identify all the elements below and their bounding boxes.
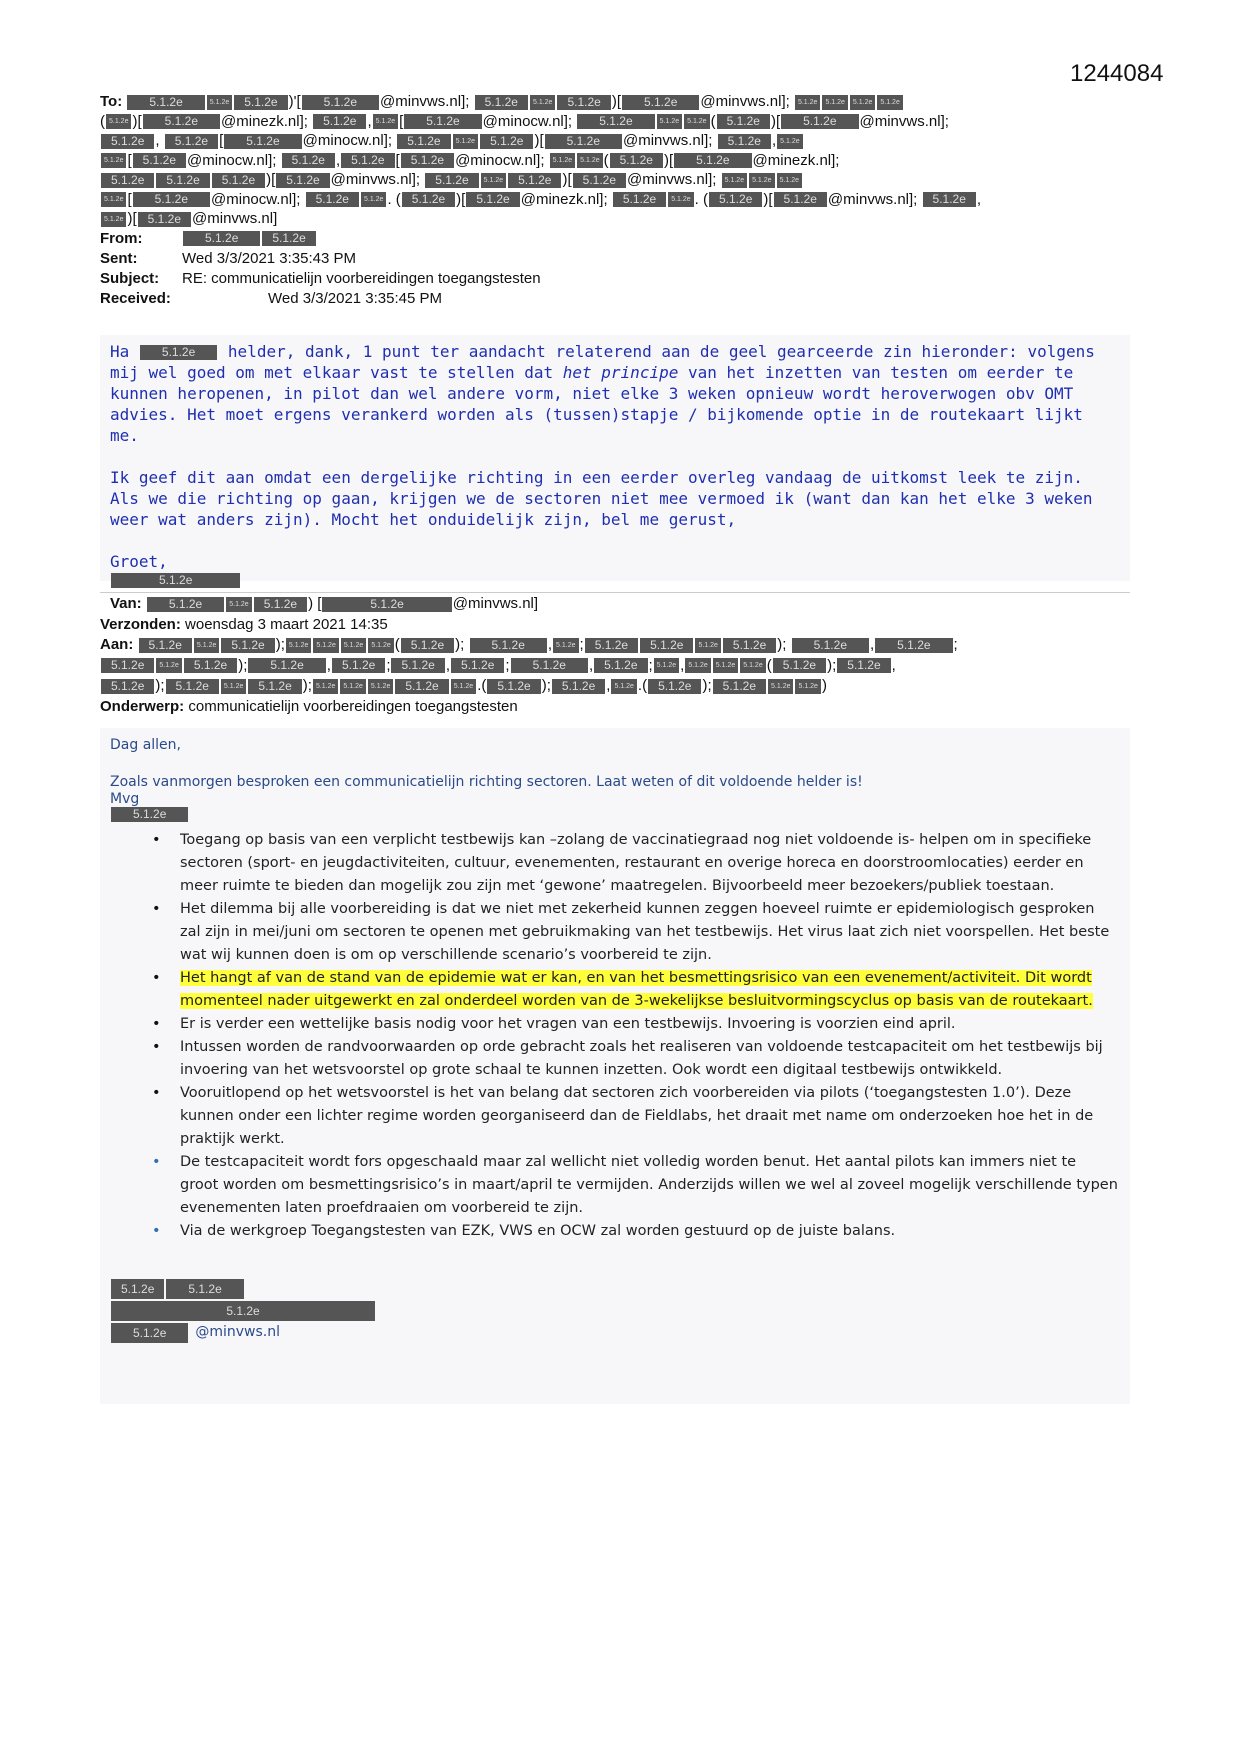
reply-signature bbox=[110, 572, 1118, 590]
redaction-box: 5.1.2e bbox=[111, 1301, 375, 1321]
list-item: • Het dilemma bij alle voorbereiding is dat we niet met zekerheid kunnen zeggen hoeveel ruimte er epidemiologisch gesproken zal zijn in mei/juni om sectoren te openen met gebruikmaking van het testbewijs. Het virus laat zich niet voorspellen. Het beste wat wij kunnen doen is om op verschillende scenario’s voorbereid te zijn. bbox=[180, 898, 1118, 967]
list-item: • Toegang op basis van een verplicht testbewijs kan –zolang de vaccinatiegraad nog niet voldoende is- helpen om in specifieke sectoren (sport- en jeugdactiviteiten, cultuur, evenementen, restaurant en overige horeca en doorstroomlocaties) eerder en meer ruimte te bieden dan mogelijk zou zijn met ‘gewone’ maatregelen. Bijvoorbeeld meer bezoekers/publiek toestaan. bbox=[180, 829, 1118, 898]
redaction-box: 5.1.2e bbox=[248, 679, 301, 694]
reply-paragraph-2: Ik geef dit aan omdat een dergelijke richting in een eerder overleg vandaag de uitkomst leek te zijn. Als we die richting op gaan, krijgen we de sectoren niet mee vermoed ik (want dan kan het elke 3 weken weer wat anders zijn). Mocht het onduidelijk zijn, bel me gerust, bbox=[110, 468, 1093, 529]
sent-line: Sent: Wed 3/3/2021 3:35:43 PM bbox=[100, 249, 357, 267]
redaction-box: 5.1.2e bbox=[648, 679, 701, 694]
redaction-box: 5.1.2e bbox=[313, 679, 338, 694]
redaction-box: 5.1.2e bbox=[254, 597, 307, 612]
redaction-box: 5.1.2e bbox=[557, 95, 610, 110]
redaction-box: 5.1.2e bbox=[397, 134, 450, 149]
redaction-box: 5.1.2e bbox=[156, 173, 209, 188]
redaction-box: 5.1.2e bbox=[248, 658, 325, 673]
email-header-top bbox=[100, 92, 1130, 309]
intro: Zoals vanmorgen besproken een communicatielijn richting sectoren. Laat weten of dit voldoende helder is! bbox=[110, 774, 863, 790]
redaction-box: 5.1.2e bbox=[425, 173, 478, 188]
redaction-box: 5.1.2e bbox=[470, 638, 547, 653]
redaction-box: 5.1.2e bbox=[777, 173, 802, 188]
redaction-box: 5.1.2e bbox=[111, 573, 240, 588]
redaction-box: 5.1.2e bbox=[792, 638, 869, 653]
redaction-box: 5.1.2e bbox=[221, 679, 246, 694]
redaction-box: 5.1.2e bbox=[577, 153, 602, 168]
reply-closing: Groet, bbox=[110, 552, 168, 571]
redaction-box: 5.1.2e bbox=[133, 192, 210, 207]
redaction-box: 5.1.2e bbox=[487, 679, 540, 694]
redaction-box: 5.1.2e bbox=[183, 231, 260, 246]
redaction-box: 5.1.2e bbox=[475, 95, 528, 110]
redaction-box: 5.1.2e bbox=[594, 658, 647, 673]
redaction-box: 5.1.2e bbox=[453, 134, 478, 149]
redaction-box: 5.1.2e bbox=[684, 114, 709, 129]
redaction-box: 5.1.2e bbox=[640, 638, 693, 653]
redaction-box: 5.1.2e bbox=[234, 95, 287, 110]
redaction-box: 5.1.2e bbox=[166, 679, 219, 694]
redaction-box: 5.1.2e bbox=[106, 114, 131, 129]
subject-line: Subject: RE: communicatielijn voorbereidingen toegangstesten bbox=[100, 269, 541, 287]
mvg: Mvg bbox=[110, 791, 140, 807]
redaction-box: 5.1.2e bbox=[768, 679, 793, 694]
redaction-box: 5.1.2e bbox=[368, 679, 393, 694]
redaction-box: 5.1.2e bbox=[773, 658, 826, 673]
redaction-box: 5.1.2e bbox=[795, 95, 820, 110]
redaction-box: 5.1.2e bbox=[401, 638, 454, 653]
redaction-box: 5.1.2e bbox=[837, 658, 890, 673]
redaction-box: 5.1.2e bbox=[139, 638, 192, 653]
redaction-box: 5.1.2e bbox=[286, 638, 311, 653]
redaction-box: 5.1.2e bbox=[508, 173, 561, 188]
redaction-box: 5.1.2e bbox=[718, 134, 771, 149]
redaction-box: 5.1.2e bbox=[101, 173, 154, 188]
redaction-box: 5.1.2e bbox=[341, 638, 366, 653]
redaction-box: 5.1.2e bbox=[361, 192, 386, 207]
onderwerp-line: Onderwerp: communicatielijn voorbereidingen toegangstesten bbox=[100, 697, 518, 715]
redaction-box: 5.1.2e bbox=[713, 658, 738, 673]
redaction-box: 5.1.2e bbox=[713, 679, 766, 694]
redaction-box: 5.1.2e bbox=[111, 1323, 188, 1343]
document-id: 1244084 bbox=[1070, 60, 1164, 87]
redaction-box: 5.1.2e bbox=[611, 679, 636, 694]
redaction-box: 5.1.2e bbox=[585, 638, 638, 653]
redaction-box: 5.1.2e bbox=[111, 1279, 164, 1299]
to-line: To: 5.1.2e 5.1.2e 5.1.2e )'[ 5.1.2e @minvws.nl]; 5.1.2e 5.1.2e 5.1.2e )[ 5.1.2e @minvws.nl]; 5.1.2e 5.1.2e 5.1.2e 5.1.2e ( 5.1.2e )[ 5.1.2e @minezk.nl]; 5.1.2e , 5.1.2e [ 5.1.2e @minocw.nl]; 5.1.2e 5.1.2e 5.1.2e ( 5.1.2e )[ 5.1.2e @minvws.nl]; 5.1.2e , 5.1.2e [ 5.1.2e @minocw.nl]; 5.1.2e 5.1.2e 5.1.2e )[ 5.1.2e @minvws.nl]; 5.1.2e , 5.1.2e 5.1.2e [ 5.1.2e @minocw.nl]; 5.1.2e , 5.1.2e [ 5.1.2e @minocw.nl]; 5.1.2e 5.1.2e ( 5.1.2e )[ 5.1.2e @minezk.nl]; 5.1.2e 5.1.2e 5.1.2e )[ 5.1.2e @minvws.nl]; 5.1.2e 5.1.2e 5.1.2e )[ 5.1.2e @minvws.nl]; 5.1.2e 5.1.2e 5.1.2e 5.1.2e [ 5.1.2e @minocw.nl]; 5.1.2e 5.1.2e . ( 5.1.2e )[ 5.1.2e @minezk.nl]; 5.1.2e 5.1.2e . ( 5.1.2e )[ 5.1.2e @minvws.nl]; 5.1.2e , 5.1.2e )[ 5.1.2e @minvws.nl] bbox=[100, 93, 982, 227]
redaction-box: 5.1.2e bbox=[143, 114, 220, 129]
redaction-box: 5.1.2e bbox=[654, 658, 679, 673]
redaction-box: 5.1.2e bbox=[402, 192, 455, 207]
list-item: • Vooruitlopend op het wetsvoorstel is het van belang dat sectoren zich voorbereiden via pilots (‘toegangstesten 1.0’). Deze kunnen onder een lichter regime worden georganiseerd dan de Fieldlabs, het draait met name om onderzoeken hoe het in de praktijk werkt. bbox=[180, 1082, 1118, 1151]
redaction-box: 5.1.2e bbox=[101, 658, 154, 673]
reply-body bbox=[100, 335, 1130, 588]
bullet-list bbox=[110, 829, 1118, 1243]
redaction-box: 5.1.2e bbox=[127, 95, 204, 110]
redaction-box: 5.1.2e bbox=[685, 658, 710, 673]
redaction-box: 5.1.2e bbox=[877, 95, 902, 110]
redaction-box: 5.1.2e bbox=[221, 638, 274, 653]
mvg-signature bbox=[110, 807, 1118, 823]
redaction-box: 5.1.2e bbox=[573, 173, 626, 188]
redaction-box: 5.1.2e bbox=[774, 192, 827, 207]
redaction-box: 5.1.2e bbox=[850, 95, 875, 110]
email-header-original bbox=[100, 594, 1130, 717]
redaction-box: 5.1.2e bbox=[368, 638, 393, 653]
redaction-box: 5.1.2e bbox=[207, 95, 232, 110]
redaction-box: 5.1.2e bbox=[165, 134, 218, 149]
redaction-box: 5.1.2e bbox=[717, 114, 770, 129]
redaction-box: 5.1.2e bbox=[577, 114, 654, 129]
redaction-box: 5.1.2e bbox=[212, 173, 265, 188]
redaction-box: 5.1.2e bbox=[184, 658, 237, 673]
redaction-box: 5.1.2e bbox=[111, 807, 188, 822]
redaction-box: 5.1.2e bbox=[101, 134, 154, 149]
redaction-box: 5.1.2e bbox=[822, 95, 847, 110]
redaction-box: 5.1.2e bbox=[373, 114, 398, 129]
redaction-box: 5.1.2e bbox=[709, 192, 762, 207]
redaction-box: 5.1.2e bbox=[401, 153, 454, 168]
redaction-box: 5.1.2e bbox=[313, 114, 366, 129]
verzonden-line: Verzonden: woensdag 3 maart 2021 14:35 bbox=[100, 615, 388, 633]
redaction-box: 5.1.2e bbox=[194, 638, 219, 653]
redaction-box: 5.1.2e bbox=[306, 192, 359, 207]
signature-email: @minvws.nl bbox=[195, 1324, 281, 1340]
aan-line: Aan: 5.1.2e 5.1.2e 5.1.2e ); 5.1.2e 5.1.2e 5.1.2e 5.1.2e ( 5.1.2e ); 5.1.2e , 5.1.2e ; 5.1.2e 5.1.2e 5.1.2e 5.1.2e ); 5.1.2e , 5.1.2e ; 5.1.2e 5.1.2e 5.1.2e ); 5.1.2e , 5.1.2e ; 5.1.2e , 5.1.2e ; 5.1.2e , 5.1.2e ; 5.1.2e , 5.1.2e 5.1.2e 5.1.2e ( 5.1.2e ); 5.1.2e , 5.1.2e ); 5.1.2e 5.1.2e 5.1.2e ); 5.1.2e 5.1.2e 5.1.2e 5.1.2e 5.1.2e .( 5.1.2e ); 5.1.2e , 5.1.2e .( 5.1.2e ); 5.1.2e 5.1.2e 5.1.2e ) bbox=[100, 636, 958, 694]
redaction-box: 5.1.2e bbox=[302, 95, 379, 110]
redaction-box: 5.1.2e bbox=[313, 638, 338, 653]
redaction-box: 5.1.2e bbox=[101, 192, 126, 207]
from-line: From: 5.1.2e 5.1.2e bbox=[100, 229, 1130, 249]
redaction-box: 5.1.2e bbox=[657, 114, 682, 129]
list-item: • Intussen worden de randvoorwaarden op orde gebracht zoals het realiseren van voldoende testcapaciteit om het testbewijs bij invoering van het wetsvoorstel op grote schaal te kunnen inzetten. Ook wordt een digitaal testbewijs ontwikkeld. bbox=[180, 1036, 1118, 1082]
redaction-box: 5.1.2e bbox=[404, 114, 481, 129]
redaction-box: 5.1.2e bbox=[101, 212, 126, 227]
redaction-box: 5.1.2e bbox=[481, 173, 506, 188]
list-item: • De testcapaciteit wordt fors opgeschaald maar zal wellicht niet volledig worden benut. Het aantal pilots kan immers niet te groot worden om besmettingsrisico’s in maart/april te vermijden. Anderzijds willen we wel al zoveel mogelijk verschillende typen evenementen laten proefdraaien om voorbereid te zijn. bbox=[180, 1151, 1118, 1220]
redaction-box: 5.1.2e bbox=[101, 153, 126, 168]
redaction-box: 5.1.2e bbox=[610, 153, 663, 168]
list-item: • Via de werkgroep Toegangstesten van EZK, VWS en OCW zal worden gestuurd op de juiste balans. bbox=[180, 1220, 1118, 1243]
redaction-box: 5.1.2e bbox=[777, 134, 802, 149]
redaction-box: 5.1.2e bbox=[156, 658, 181, 673]
redaction-box: 5.1.2e bbox=[530, 95, 555, 110]
redaction-box: 5.1.2e bbox=[622, 95, 699, 110]
separator bbox=[100, 592, 1130, 593]
to-label: To: bbox=[100, 93, 123, 110]
received-line: Received: Wed 3/3/2021 3:35:45 PM bbox=[100, 289, 443, 307]
redaction-box: 5.1.2e bbox=[466, 192, 519, 207]
redaction-box: 5.1.2e bbox=[276, 173, 329, 188]
redaction-box: 5.1.2e bbox=[133, 153, 186, 168]
redaction-box: 5.1.2e bbox=[166, 1279, 243, 1299]
redaction-box: 5.1.2e bbox=[224, 134, 301, 149]
redaction-box: 5.1.2e bbox=[341, 153, 394, 168]
redaction-box: 5.1.2e bbox=[147, 597, 224, 612]
redacted-name: 5.1.2e bbox=[140, 345, 217, 360]
redaction-box: 5.1.2e bbox=[740, 658, 765, 673]
redaction-box: 5.1.2e bbox=[613, 192, 666, 207]
redaction-box: 5.1.2e bbox=[391, 658, 444, 673]
redaction-box: 5.1.2e bbox=[138, 212, 191, 227]
redaction-box: 5.1.2e bbox=[781, 114, 858, 129]
redaction-box: 5.1.2e bbox=[674, 153, 751, 168]
redaction-box: 5.1.2e bbox=[451, 658, 504, 673]
list-item: • Er is verder een wettelijke basis nodig voor het vragen van een testbewijs. Invoering is voorzien eind april. bbox=[180, 1013, 1118, 1036]
redaction-box: 5.1.2e bbox=[545, 134, 622, 149]
reply-paragraph-1: Ha 5.1.2e helder, dank, 1 punt ter aandacht relaterend aan de geel gearceerde zin hieronder: volgens mij wel goed om met elkaar vast te stellen dat het principe van het inzetten van testen om eerder te kunnen heropenen, in pilot dan wel andere vorm, niet elke 3 weken opnieuw wordt heroverwogen obv OMT advies. Het moet ergens verankerd worden als (tussen)stapje / bijkomende optie in de routekaart lijkt me. bbox=[110, 342, 1095, 445]
redaction-box: 5.1.2e bbox=[340, 679, 365, 694]
redaction-box: 5.1.2e bbox=[749, 173, 774, 188]
list-item bbox=[180, 967, 1118, 1013]
redaction-box: 5.1.2e bbox=[875, 638, 952, 653]
highlighted-text: Het hangt af van de stand van de epidemie wat er kan, en van het besmettingsrisico van een evenement/activiteit. Dit wordt momenteel nader uitgewerkt en zal onderdeel worden van de 3-wekelijkse besluitvormingscyclus op basis van de routekaart. bbox=[180, 970, 1093, 1009]
van-line: Van: 5.1.2e 5.1.2e 5.1.2e ) [ 5.1.2e @minvws.nl] bbox=[110, 595, 539, 612]
redaction-box: 5.1.2e bbox=[395, 679, 448, 694]
redaction-box: 5.1.2e bbox=[553, 638, 578, 653]
greeting: Dag allen, bbox=[110, 737, 181, 753]
signature-block bbox=[110, 1277, 1118, 1343]
redaction-box: 5.1.2e bbox=[282, 153, 335, 168]
redaction-box: 5.1.2e bbox=[550, 153, 575, 168]
redaction-box: 5.1.2e bbox=[552, 679, 605, 694]
redaction-box: 5.1.2e bbox=[668, 192, 693, 207]
original-body bbox=[100, 728, 1130, 1404]
redaction-box: 5.1.2e bbox=[723, 638, 776, 653]
redaction-box: 5.1.2e bbox=[480, 134, 533, 149]
redaction-box: 5.1.2e bbox=[322, 597, 451, 612]
redaction-box: 5.1.2e bbox=[332, 658, 385, 673]
redaction-box: 5.1.2e bbox=[101, 679, 154, 694]
redaction-box: 5.1.2e bbox=[226, 597, 251, 612]
redaction-box: 5.1.2e bbox=[511, 658, 588, 673]
redaction-box: 5.1.2e bbox=[451, 679, 476, 694]
redaction-box: 5.1.2e bbox=[923, 192, 976, 207]
redaction-box: 5.1.2e bbox=[262, 231, 315, 246]
redaction-box: 5.1.2e bbox=[695, 638, 720, 653]
redaction-box: 5.1.2e bbox=[722, 173, 747, 188]
redaction-box: 5.1.2e bbox=[795, 679, 820, 694]
